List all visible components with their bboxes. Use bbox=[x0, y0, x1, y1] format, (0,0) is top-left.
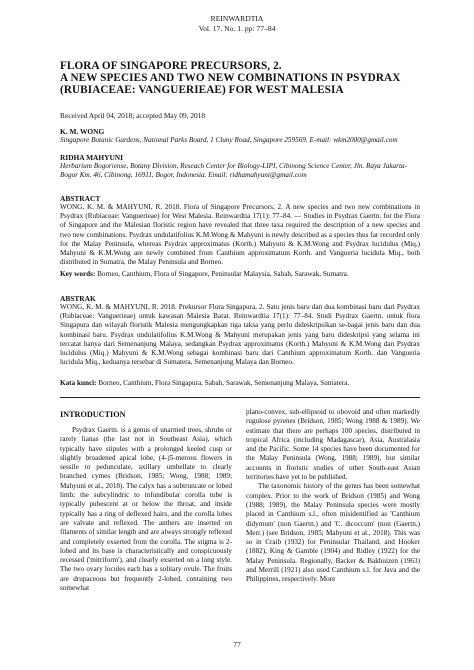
abstrak-text: WONG, K. M. & MAHYUNI, R. 2018. Prekursor Flora Singapura, 2. Satu jenis baru dan dua kombinasi baru dari Psydrax (Rubiaceae: Vanguerieae) untuk kawasan Malesia Barat. Reinwardtia 17(1): 77–84. Studi Psydrax Gaertn. untuk flora Singapura dan wilayah floristik Malesia mengungkapkan tiga taksa yang perlu dideskripsikan se-bagai jenis baru dan dua kombinasi baru. Psydrax undulatifolius K.M.Wong & Mahyuni merupakan jenis yang baru dideskripsi yang selama ini tercatat hanya dari Semenanjung Malaya, sedangkan Psydrax approximatus (Korth.) Mahyuni & K.M.Wong dan Psydrax lucidulus (Miq.) Mahyuni & K.M.Wong sebagai kombinasi baru dari Canthium approximatum Korth. dan Vangueria lucidula Miq., keduanya tersebar di Sumatera, Semenanjung Malaya dan Borneo. bbox=[60, 303, 420, 367]
title-line-2: A NEW SPECIES AND TWO NEW COMBINATIONS IN PSYDRAX bbox=[60, 72, 401, 85]
paper-title bbox=[60, 60, 420, 97]
page-number: 77 bbox=[233, 640, 241, 649]
received-dates: Received April 04, 2018; accepted May 09, 2018 bbox=[60, 111, 206, 120]
abstrak-section bbox=[60, 294, 420, 367]
keywords-line bbox=[60, 270, 420, 279]
keywords-text: Borneo, Canthium, Flora of Singapore, Peninsular Malaysia, Sabah, Sarawak, Sumatra. bbox=[97, 270, 349, 278]
journal-volume: Vol. 17. No. 1. pp: 77–84 bbox=[198, 23, 276, 33]
intro-left-column: Psydrax Gaertn. is a genus of unarmed trees, shrubs or rarely lianas (the last not in Southeast Asia), which typically have stipules with a prolonged keeled cusp or slightly broadened apical lobe, (4-)5-merous flowers in sessile to pedunculate, axillary umbellate to clearly branched cymes (Bridson, 1985; Wong, 1988; 1989; Mahyuni et al., 2018). The calyx has a subtruncate or lobed limb; the subcylindric to infundibular corolla tube is typically pubescent at or below the throat, and inside typically has a ring of deflexed hairs, and the corolla lobes are valvate and reflexed. The anthers are inserted on filaments of similar length and are always strongly reflexed and completely exserted from the corolla. The stigma is 2-lobed and its base is characteristically and conspicuously recessed ('mitriform'), and clearly exserted on a long style. The two ovary locules each has a solitary ovule. The fruits are drupaceous but frequently 2-lobed, containing two somewhat bbox=[60, 426, 232, 593]
section-divider bbox=[60, 397, 420, 398]
journal-header bbox=[0, 14, 474, 33]
kata-kunci-line bbox=[60, 379, 420, 388]
author-affiliation: Herbarium Bogoriense, Botany Division, Reseach Center for Biology-LIPI, Cibinong Science Center, Jln. Raya Jakarta-Bogor Km. 46, Cibinong, 16911, Bogor, Indonesia. Email: ridhamahyuni@gmail.com bbox=[60, 162, 407, 179]
abstract-heading: ABSTRACT bbox=[60, 194, 101, 203]
introduction-heading: INTRODUCTION bbox=[60, 410, 126, 419]
intro-right-paragraph-1: plano-convex, sub-ellipsoid to obovoid and often markedly rugulose pyrenes (Bridson, 1985; Wong 1988 & 1989). We estimate that there are perhaps 100 species, distributed in tropical Africa (including Madagascar), Asia, Australasia and the Pacific. Some 14 species have been documented for the Malay Peninsula (Wong, 1988; 1989), but similar accounts in floristic studies of other South-east Asian territories have yet to be published. bbox=[246, 408, 420, 482]
title-line-3: (RUBIACEAE: VANGUERIEAE) FOR WEST MALESIA bbox=[60, 84, 344, 97]
abstract-section bbox=[60, 194, 420, 267]
kata-kunci-text: Borneo, Canthium, Flora Singapura, Sabah, Sarawak, Semenanjung Malaya, Sumatera. bbox=[98, 379, 350, 387]
keywords-label: Key words: bbox=[60, 270, 96, 278]
title-line-1: FLORA OF SINGAPORE PRECURSORS, 2. bbox=[60, 60, 282, 72]
intro-right-column bbox=[246, 408, 420, 585]
abstract-text: WONG, K. M. & MAHYUNI, R. 2018. Flora of Singapore Precursors, 2. A new species and two new combinations in Psydrax (Rubiaceae: Vanguerieae) for West Malesia. Reinwardtia 17(1): 77–84. — Studies in Psydrax Gaertn. for the Flora of Singapore and the Malesian floristic region have revealed that three taxa required the description of a new species and two new combinations. Psydrax undulatifolius K.M.Wong & Mahyuni is newly described as a species thus far recorded only for the Malay Peninsula, whereas Psydrax approximatus (Korth.) Mahyuni & K.M.Wong and Psydrax lucidulus (Miq.) Mahyuni & K.M.Wong are newly combined from Canthium approximatum Korth. and Vangueria lucidula Miq., both distributed in Sumatra, the Malay Peninsula and Borneo. bbox=[60, 203, 420, 267]
intro-right-paragraph-2: The taxonomic history of the genus has been somewhat complex. Prior to the work of Bridson (1985) and Wong (1988; 1989), the Malay Peninsula species were mostly placed in Canthium s.l., often misidentified as 'Canthium didymum' (non Gaertn.) and 'C. dicoccum' (non (Gaertn.) Merr.) (see Bridson, 1985; Mahyuni et al., 2018). This was so in Craib (1932) for Peninsular Thailand, and Hooker (1882), King & Gamble (1904) and Ridley (1922) for the Malay Peninsula. Regionally, Backer & Bakhuizen (1963) and Merrill (1921) also used Canthium s.l. for Java and the Philippines, respectively. More bbox=[246, 482, 420, 584]
author-name: K. M. WONG bbox=[60, 127, 105, 136]
author-affiliation: Singapore Botanic Gardens, National Parks Board, 1 Cluny Road, Singapore 259569. E-mail: wkm2000@gmail.com bbox=[60, 136, 398, 144]
author-block-2 bbox=[60, 153, 420, 180]
author-name: RIDHA MAHYUNI bbox=[60, 153, 124, 162]
journal-name: REINWARDTIA bbox=[210, 14, 264, 23]
author-block-1 bbox=[60, 127, 420, 145]
abstrak-heading: ABSTRAK bbox=[60, 294, 96, 303]
kata-kunci-label: Kata kunci: bbox=[60, 379, 97, 387]
